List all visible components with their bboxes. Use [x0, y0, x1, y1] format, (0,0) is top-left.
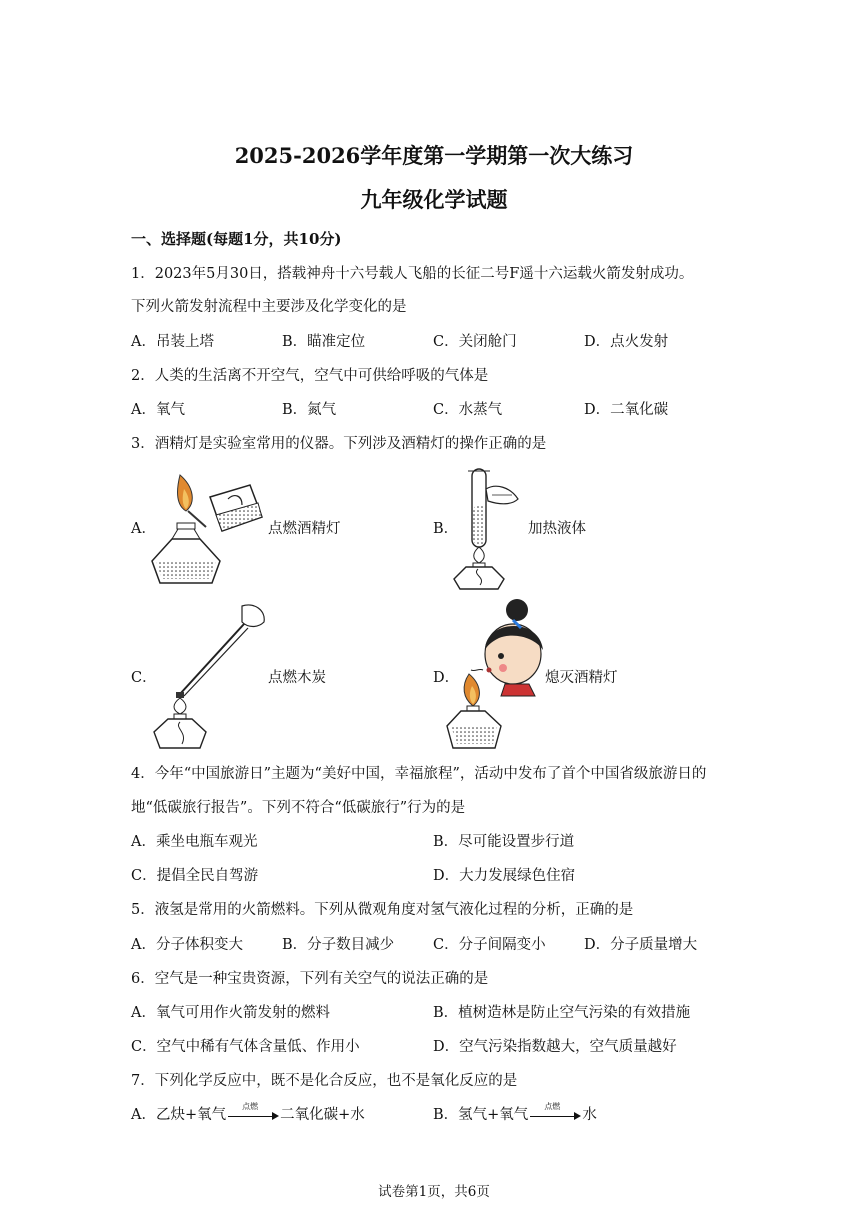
question-2-stem: 2．人类的生活离不开空气，空气中可供给呼吸的气体是 [131, 368, 489, 384]
q3-option-a-caption: 点燃酒精灯 [268, 521, 341, 537]
q1-option-b[interactable]: B．瞄准定位 [282, 334, 366, 350]
q3-option-b-caption: 加热液体 [528, 521, 586, 537]
q1-option-a[interactable]: A．吊装上塔 [131, 334, 214, 350]
q2-option-c[interactable]: C．水蒸气 [433, 402, 503, 418]
page-footer: 试卷第1页，共6页 [378, 1184, 490, 1200]
q5-option-b[interactable]: B．分子数目减少 [282, 937, 395, 953]
q3-option-a[interactable]: A． [131, 521, 156, 537]
q6-option-a[interactable]: A．氧气可用作火箭发射的燃料 [131, 1005, 330, 1021]
q4-option-b[interactable]: B．尽可能设置步行道 [433, 834, 575, 850]
q7-option-a-reactants: 乙炔+氧气 [155, 1107, 227, 1123]
lighting-charcoal-illustration [150, 598, 275, 750]
q1-option-c[interactable]: C．关闭舱门 [433, 334, 517, 350]
q7-option-b[interactable] [433, 1103, 597, 1124]
q7-option-a-products: 二氧化碳+水 [280, 1107, 365, 1123]
reaction-arrow [530, 1102, 580, 1123]
question-6-stem: 6．空气是一种宝贵资源，下列有关空气的说法正确的是 [131, 971, 489, 987]
q5-option-d[interactable]: D．分子质量增大 [584, 937, 698, 953]
question-4-stem: 4．今年“中国旅游日”主题为“美好中国，幸福旅程”，活动中发布了首个中国省级旅游日的 [131, 766, 707, 782]
q6-option-d[interactable]: D．空气污染指数越大，空气质量越好 [433, 1039, 677, 1055]
q7-option-b-reactants: 氢气+氧气 [458, 1107, 529, 1123]
exam-title: 2025-2026学年度第一学期第一次大练习 [234, 143, 634, 168]
exam-subtitle: 九年级化学试题 [360, 187, 508, 212]
q2-option-b[interactable]: B．氮气 [282, 402, 337, 418]
question-1-stem: 1．2023年5月30日，搭载神舟十六号载人飞船的长征二号F遥十六运载火箭发射成功。 [131, 266, 694, 282]
q7-option-a-label: A． [131, 1107, 156, 1123]
q5-option-c[interactable]: C．分子间隔变小 [433, 937, 546, 953]
q3-option-d[interactable]: D． [433, 670, 460, 686]
section-heading: 一、选择题(每题1分，共10分) [131, 230, 342, 248]
q4-option-c[interactable]: C．提倡全民自驾游 [131, 868, 259, 884]
question-7-stem: 7．下列化学反应中，既不是化合反应，也不是氧化反应的是 [131, 1073, 518, 1089]
q5-option-a[interactable]: A．分子体积变大 [131, 937, 243, 953]
extinguishing-lamp-illustration [455, 598, 550, 750]
q3-option-c[interactable]: C． [131, 670, 157, 686]
q4-option-a[interactable]: A．乘坐电瓶车观光 [131, 834, 258, 850]
heating-liquid-illustration [452, 465, 532, 590]
reaction-condition: 点燃 [242, 1102, 259, 1111]
reaction-arrow [228, 1102, 278, 1123]
q1-option-d[interactable]: D．点火发射 [584, 334, 669, 350]
question-4-stem-cont: 地“低碳旅行报告”。下列不符合“低碳旅行”行为的是 [131, 800, 466, 816]
q7-option-b-label: B． [433, 1107, 459, 1123]
question-1-stem-cont: 下列火箭发射流程中主要涉及化学变化的是 [131, 299, 407, 315]
q2-option-d[interactable]: D．二氧化碳 [584, 402, 669, 418]
q6-option-c[interactable]: C．空气中稀有气体含量低、作用小 [131, 1039, 360, 1055]
q6-option-b[interactable]: B．植树造林是防止空气污染的有效措施 [433, 1005, 691, 1021]
q7-option-b-products: 水 [582, 1107, 597, 1123]
q3-option-c-caption: 点燃木炭 [268, 670, 326, 686]
question-5-stem: 5．液氢是常用的火箭燃料。下列从微观角度对氢气液化过程的分析，正确的是 [131, 902, 634, 918]
q4-option-d[interactable]: D．大力发展绿色住宿 [433, 868, 576, 884]
q7-option-a[interactable] [131, 1103, 365, 1124]
q3-option-b[interactable]: B． [433, 521, 459, 537]
lighting-lamp-illustration [150, 465, 275, 587]
q2-option-a[interactable]: A．氧气 [131, 402, 185, 418]
q3-option-d-caption: 熄灭酒精灯 [545, 670, 618, 686]
reaction-condition: 点燃 [544, 1102, 561, 1111]
question-3-stem: 3．酒精灯是实验室常用的仪器。下列涉及酒精灯的操作正确的是 [131, 436, 547, 452]
